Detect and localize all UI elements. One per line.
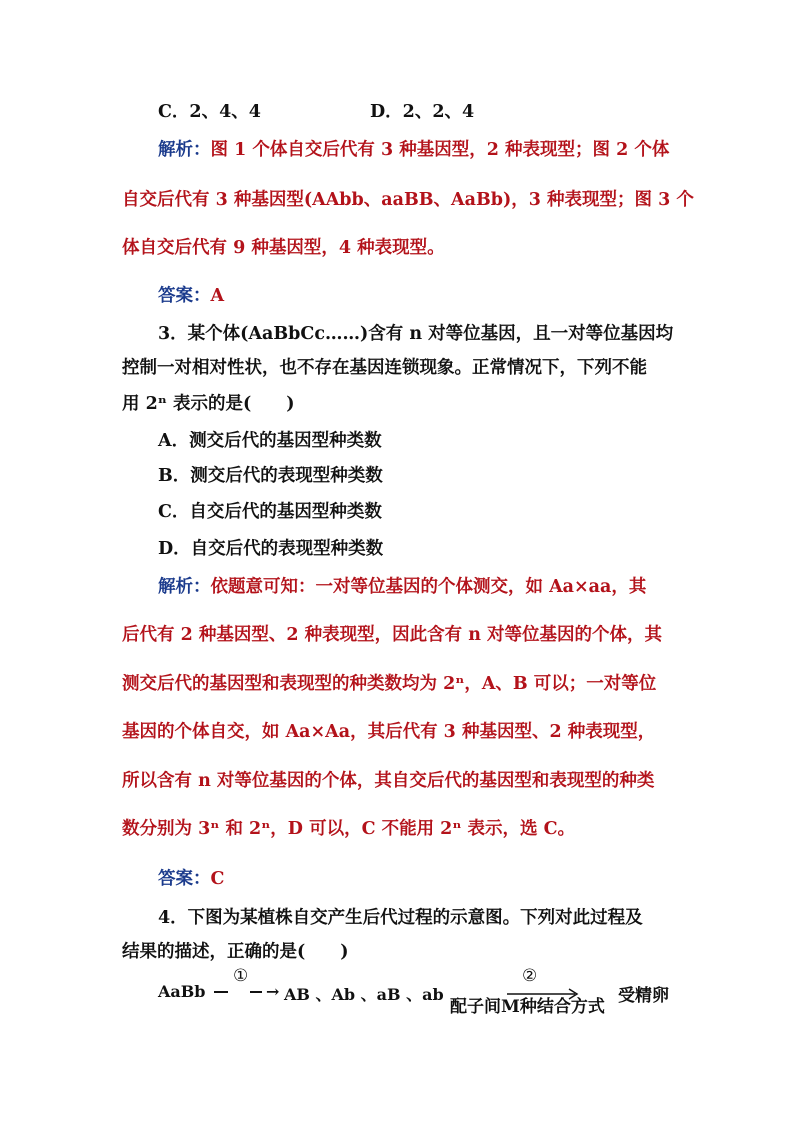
q3-stem-line-1: 3．某个体(AaBbCc……)含有 n 对等位基因，且一对等位基因均 (158, 324, 674, 344)
q3-answer (158, 865, 224, 890)
q2-analysis-label: 解析： (158, 140, 211, 160)
q3-answer-label: 答案： (158, 869, 211, 889)
q3-analysis-line-2: 后代有 2 种基因型、2 种表现型，因此含有 n 对等位基因的个体，其 (122, 625, 663, 645)
q2-answer-label: 答案： (158, 286, 211, 306)
flow-gametes: AB 、Ab 、aB 、ab (284, 985, 444, 1004)
q4-stem-line-1: 4．下图为某植株自交产生后代过程的示意图。下列对此过程及 (158, 908, 643, 928)
q3-option-d: D．自交后代的表现型种类数 (158, 539, 384, 559)
q3-answer-value: C (210, 869, 225, 889)
flow-start: AaBb (158, 982, 206, 1001)
step2-description: 配子间M种结合方式 (450, 997, 605, 1017)
flow-result: 受精卵 (618, 986, 669, 1006)
q3-option-c: C．自交后代的基因型种类数 (158, 502, 382, 522)
flow-arrow-1: → (266, 982, 280, 1001)
q4-stem-line-2: 结果的描述，正确的是( ) (122, 942, 349, 962)
q3-analysis-line-4: 基因的个体自交，如 Aa×Aa，其后代有 3 种基因型、2 种表现型， (122, 722, 656, 742)
q2-answer (158, 282, 224, 307)
option-d-prev: D．2、2、4 (370, 102, 475, 122)
q3-analysis-label: 解析： (158, 577, 211, 597)
q3-analysis-line-3: 测交后代的基因型和表现型的种类数均为 2ⁿ，A、B 可以；一对等位 (122, 674, 657, 694)
q2-analysis-line-1: 解析：图 1 个体自交后代有 3 种基因型，2 种表现型；图 2 个体 (158, 140, 670, 160)
step2-label: ② (522, 966, 538, 986)
q3-option-a: A．测交后代的基因型种类数 (158, 431, 382, 451)
q3-analysis-line-6: 数分别为 3ⁿ 和 2ⁿ，D 可以，C 不能用 2ⁿ 表示，选 C。 (122, 819, 576, 839)
q3-analysis-line-1: 解析：依题意可知：一对等位基因的个体测交，如 Aa×aa，其 (158, 577, 647, 597)
q2-answer-value: A (210, 286, 225, 306)
q2-analysis-line-3: 体自交后代有 9 种基因型，4 种表现型。 (122, 238, 445, 258)
step1-label: ① (233, 966, 249, 986)
q3-option-b: B．测交后代的表现型种类数 (158, 466, 383, 486)
option-c-prev: C．2、4、4 (158, 102, 261, 122)
q3-stem-line-3: 用 2ⁿ 表示的是( ) (122, 394, 295, 414)
q3-stem-line-2: 控制一对相对性状，也不存在基因连锁现象。正常情况下，下列不能 (122, 358, 647, 378)
q2-analysis-line-2: 自交后代有 3 种基因型(AAbb、aaBB、AaBb)，3 种表现型；图 3 个 (122, 190, 694, 210)
q3-analysis-line-5: 所以含有 n 对等位基因的个体，其自交后代的基因型和表现型的种类 (122, 771, 655, 791)
